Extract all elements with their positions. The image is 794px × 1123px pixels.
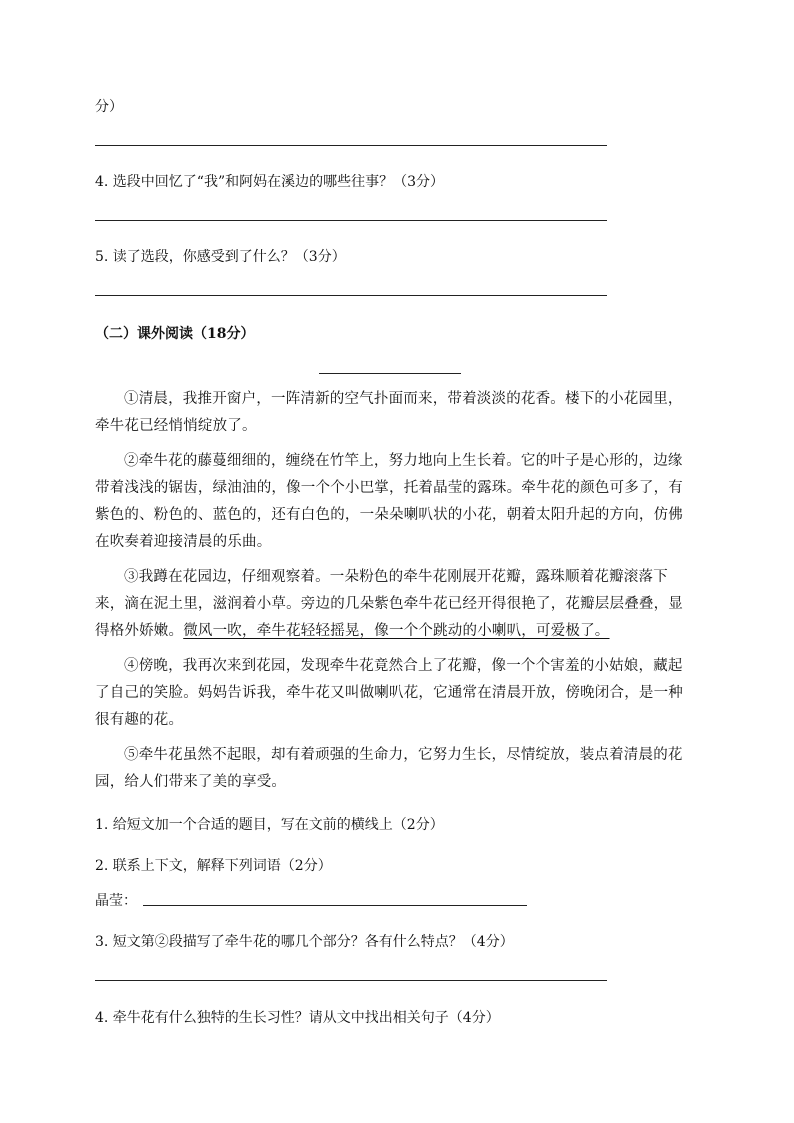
paragraph-3-text: ③我蹲在花园边，仔细观察着。一朵粉色的牵牛花刚展开花瓣，露珠顺着花瓣滚落下来，滴在泥土里，滋润着小草。旁边的几朵紫色牵牛花已经开得很艳了，花瓣层层叠叠，显得格外娇嫩。: [95, 569, 683, 639]
underlined-sentence: 微风一吹，牵牛花轻轻摇晃，像一个个跳动的小喇叭，可爱极了。: [183, 623, 610, 639]
question-5-top: 5. 读了选段，你感受到了什么？（3分）: [95, 249, 346, 265]
question-4-top: 4. 选段中回忆了“我”和阿妈在溪边的哪些往事？（3分）: [95, 174, 445, 190]
section-title: （二）课外阅读（18分）: [95, 326, 255, 342]
answer-line: [143, 905, 527, 906]
paragraph-2: ②牵牛花的藤蔓细细的，缠绕在竹竿上，努力地向上生长着。它的叶子是心形的，边缘带着浅浅的锯齿，绿油油的，像一个个小巴掌，托着晶莹的露珠。牵牛花的颜色可多了，有紫色的、粉色的、蓝色的，还有白色的，一朵朵喇叭状的小花，朝着太阳升起的方向，仿佛在吹奏着迎接清晨的乐曲。: [95, 453, 683, 550]
paragraph-3: [95, 564, 689, 645]
question-4: 4. 牵牛花有什么独特的生长习性？请从文中找出相关句子（4分）: [95, 1010, 500, 1026]
answer-line: [95, 295, 607, 296]
paragraph-1: ①清晨，我推开窗户，一阵清新的空气扑面而来，带着淡淡的花香。楼下的小花园里，牵牛花已经悄悄绽放了。: [95, 391, 683, 434]
paragraph-5: ⑤牵牛花虽然不起眼，却有着顽强的生命力，它努力生长，尽情绽放，装点着清晨的花园，给人们带来了美的享受。: [95, 747, 683, 790]
answer-line: [95, 980, 607, 981]
title-blank-line: [319, 373, 461, 374]
answer-line: [95, 220, 607, 221]
question-3: 3. 短文第②段描写了牵牛花的哪几个部分？各有什么特点？（4分）: [95, 934, 514, 950]
question-2: 2. 联系上下文，解释下列词语（2分）: [95, 858, 332, 874]
question-2-term: 晶莹：: [95, 893, 137, 909]
paragraph-4: ④傍晚，我再次来到花园，发现牵牛花竟然合上了花瓣，像一个个害羞的小姑娘，藏起了自己的笑脸。妈妈告诉我，牵牛花又叫做喇叭花，它通常在清晨开放，傍晚闭合，是一种很有趣的花。: [95, 658, 683, 728]
question-1: 1. 给短文加一个合适的题目，写在文前的横线上（2分）: [95, 817, 444, 833]
question-continuation: 分）: [95, 99, 123, 115]
passage: [95, 386, 689, 796]
answer-line: [95, 145, 607, 146]
